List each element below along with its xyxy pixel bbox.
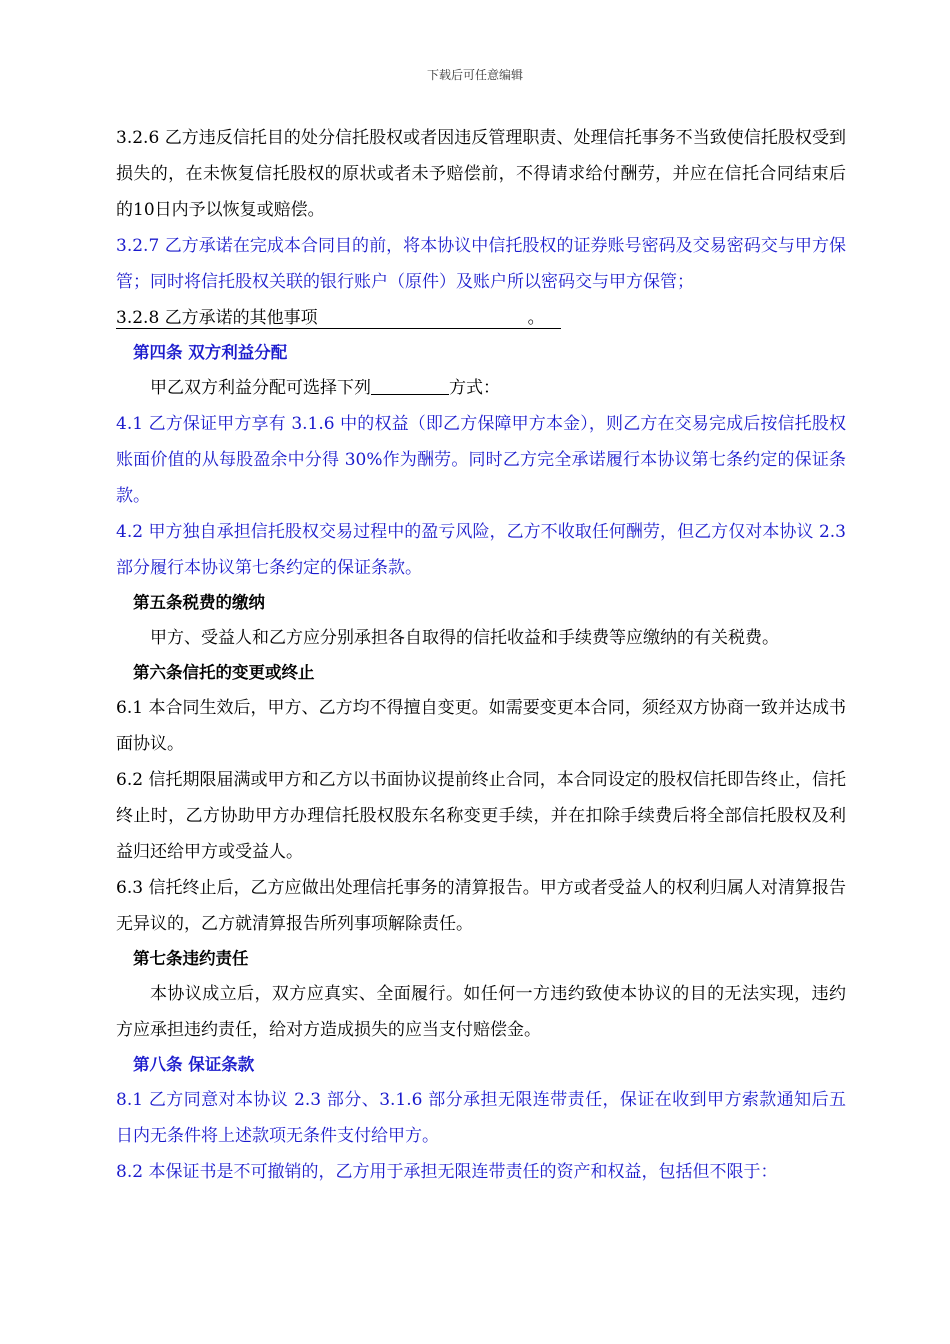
article-7-text: 本协议成立后，双方应真实、全面履行。如任何一方违约致使本协议的目的无法实现，违约方应承担违约责任，给对方造成损失的应当支付赔偿金。 [116,984,846,1040]
fill-in-blank [371,374,449,395]
heading-article-4: 第四条 双方利益分配 [133,343,288,362]
heading-article-6: 第六条信托的变更或终止 [133,663,315,682]
clause-6-1: 6.1 本合同生效后，甲方、乙方均不得擅自变更。如需要变更本合同，须经双方协商一致并达成书面协议。 [116,698,846,754]
fill-in-blank [318,305,528,325]
clause-4-2: 4.2 甲方独自承担信托股权交易过程中的盈亏风险，乙方不收取任何酬劳，但乙方仅对本协议 2.3 部分履行本协议第七条约定的保证条款。 [116,522,846,578]
clause-3-2-6: 3.2.6 乙方违反信托目的处分信托股权或者因违反管理职责、处理信托事务不当致使信托股权受到损失的，在未恢复信托股权的原状或者未予赔偿前，不得请求给付酬劳，并应在信托合同结束后的10日内予以恢复或赔偿。 [116,128,846,220]
page-header: 下载后可任意编辑 [426,68,523,82]
heading-article-7: 第七条违约责任 [133,949,249,968]
clause-6-2: 6.2 信托期限届满或甲方和乙方以书面协议提前终止合同，本合同设定的股权信托即告终止，信托终止时，乙方协助甲方办理信托股权股东名称变更手续，并在扣除手续费后将全部信托股权及利益归还给甲方或受益人。 [116,770,846,862]
clause-3-2-8 [116,300,846,336]
article-4-intro: 甲乙双方利益分配可选择下列 方式： [116,370,846,406]
heading-article-5: 第五条税费的缴纳 [133,593,265,612]
clause-3-2-7: 3.2.7 乙方承诺在完成本合同目的前，将本协议中信托股权的证券账号密码及交易密码交与甲方保管；同时将信托股权关联的银行账户（原件）及账户所以密码交与甲方保管； [116,236,846,292]
clause-8-2: 8.2 本保证书是不可撤销的，乙方用于承担无限连带责任的资产和权益，包括但不限于： [116,1162,778,1182]
clause-8-1: 8.1 乙方同意对本协议 2.3 部分、3.1.6 部分承担无限连带责任，保证在收到甲方索款通知后五日内无条件将上述款项无条件支付给甲方。 [116,1090,846,1146]
article-5-text: 甲方、受益人和乙方应分别承担各自取得的信托收益和手续费等应缴纳的有关税费。 [150,628,779,648]
heading-article-8: 第八条 保证条款 [133,1055,255,1074]
clause-3-2-8-text: 3.2.8 乙方承诺的其他事项 。 [116,308,561,329]
document-body [116,120,846,1190]
clause-6-3: 6.3 信托终止后，乙方应做出处理信托事务的清算报告。甲方或者受益人的权利归属人对清算报告无异议的，乙方就清算报告所列事项解除责任。 [116,878,846,934]
clause-4-1: 4.1 乙方保证甲方享有 3.1.6 中的权益（即乙方保障甲方本金），则乙方在交易完成后按信托股权账面价值的从每股盈余中分得 30%作为酬劳。同时乙方完全承诺履行本协议第七条约定的保证条款。 [116,414,846,506]
